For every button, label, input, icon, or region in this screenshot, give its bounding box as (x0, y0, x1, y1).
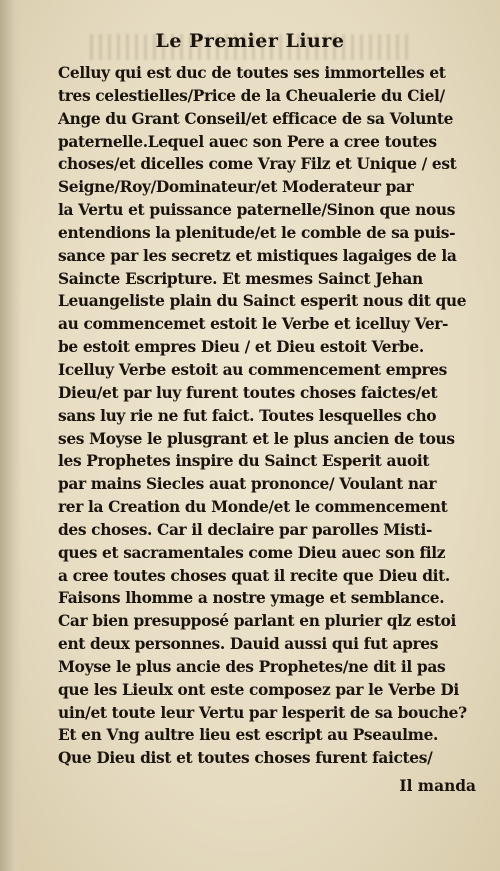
text-line: la Vertu et puissance paternelle/Sinon que nous (58, 201, 456, 220)
text-line: tres celestielles/Price de la Cheualerie du Ciel/ (58, 86, 445, 105)
text-line: Et en Vng aultre lieu est escript au Pseaulme. (58, 726, 439, 745)
text-line: Moyse le plus ancie des Prophetes/ne dit il pas (58, 657, 446, 676)
text-line: choses/et dicelles come Vray Filz et Unique / est (58, 155, 457, 174)
text-line: sance par les secretz et mistiques lagaiges de la (58, 246, 457, 265)
text-line: les Prophetes inspire du Sainct Esperit auoit (58, 452, 430, 471)
text-line: ques et sacramentales come Dieu auec son filz (58, 543, 446, 562)
text-line: rer la Creation du Monde/et le commencement (58, 498, 448, 517)
text-line: Car bien presupposé parlant en plurier qlz estoi (58, 612, 457, 631)
text-line: Celluy qui est duc de toutes ses immortelles et (58, 64, 446, 82)
page-gutter-shadow (0, 0, 22, 871)
text-line: Que Dieu dist et toutes choses furent faictes/ (58, 749, 433, 768)
text-line: des choses. Car il declaire par parolles Misti- (58, 520, 433, 539)
text-line: par mains Siecles auat prononce/ Voulant nar (58, 475, 437, 494)
text-line: que les Lieulx ont este composez par le Verbe Di (58, 680, 459, 699)
text-line: Ange du Grant Conseil/et efficace de sa Volunte (58, 109, 454, 128)
text-line: entendions la plenitude/et le comble de sa puis- (58, 223, 456, 242)
text-line: a cree toutes choses quat il recite que Dieu dit. (58, 566, 450, 585)
text-line: paternelle.Lequel auec son Pere a cree toutes (58, 132, 437, 151)
text-line: Dieu/et par luy furent toutes choses faictes/et (58, 383, 438, 402)
text-line: sans luy rie ne fut faict. Toutes lesquelles cho (58, 406, 437, 425)
text-line: be estoit empres Dieu / et Dieu estoit Verbe. (58, 338, 424, 357)
body-text (58, 62, 476, 770)
running-head: Le Premier Liure (155, 30, 345, 52)
text-line: au commencemet estoit le Verbe et icelluy Ver- (58, 315, 449, 334)
text-line: Leuangeliste plain du Sainct esperit nous dit que (58, 292, 467, 311)
text-line: Seigne/Roy/Dominateur/et Moderateur par (58, 178, 414, 197)
text-line: Faisons lhomme a nostre ymage et semblance. (58, 589, 445, 608)
text-line: uin/et toute leur Vertu par lesperit de sa bouche? (58, 703, 467, 722)
text-line: Saincte Escripture. Et mesmes Sainct Jehan (58, 269, 423, 288)
text-line: ses Moyse le plusgrant et le plus ancien de tous (58, 429, 455, 448)
text-line: Icelluy Verbe estoit au commencement empres (58, 360, 447, 379)
catchword: Il manda (399, 777, 476, 795)
text-line: ent deux personnes. Dauid aussi qui fut apres (58, 635, 439, 654)
